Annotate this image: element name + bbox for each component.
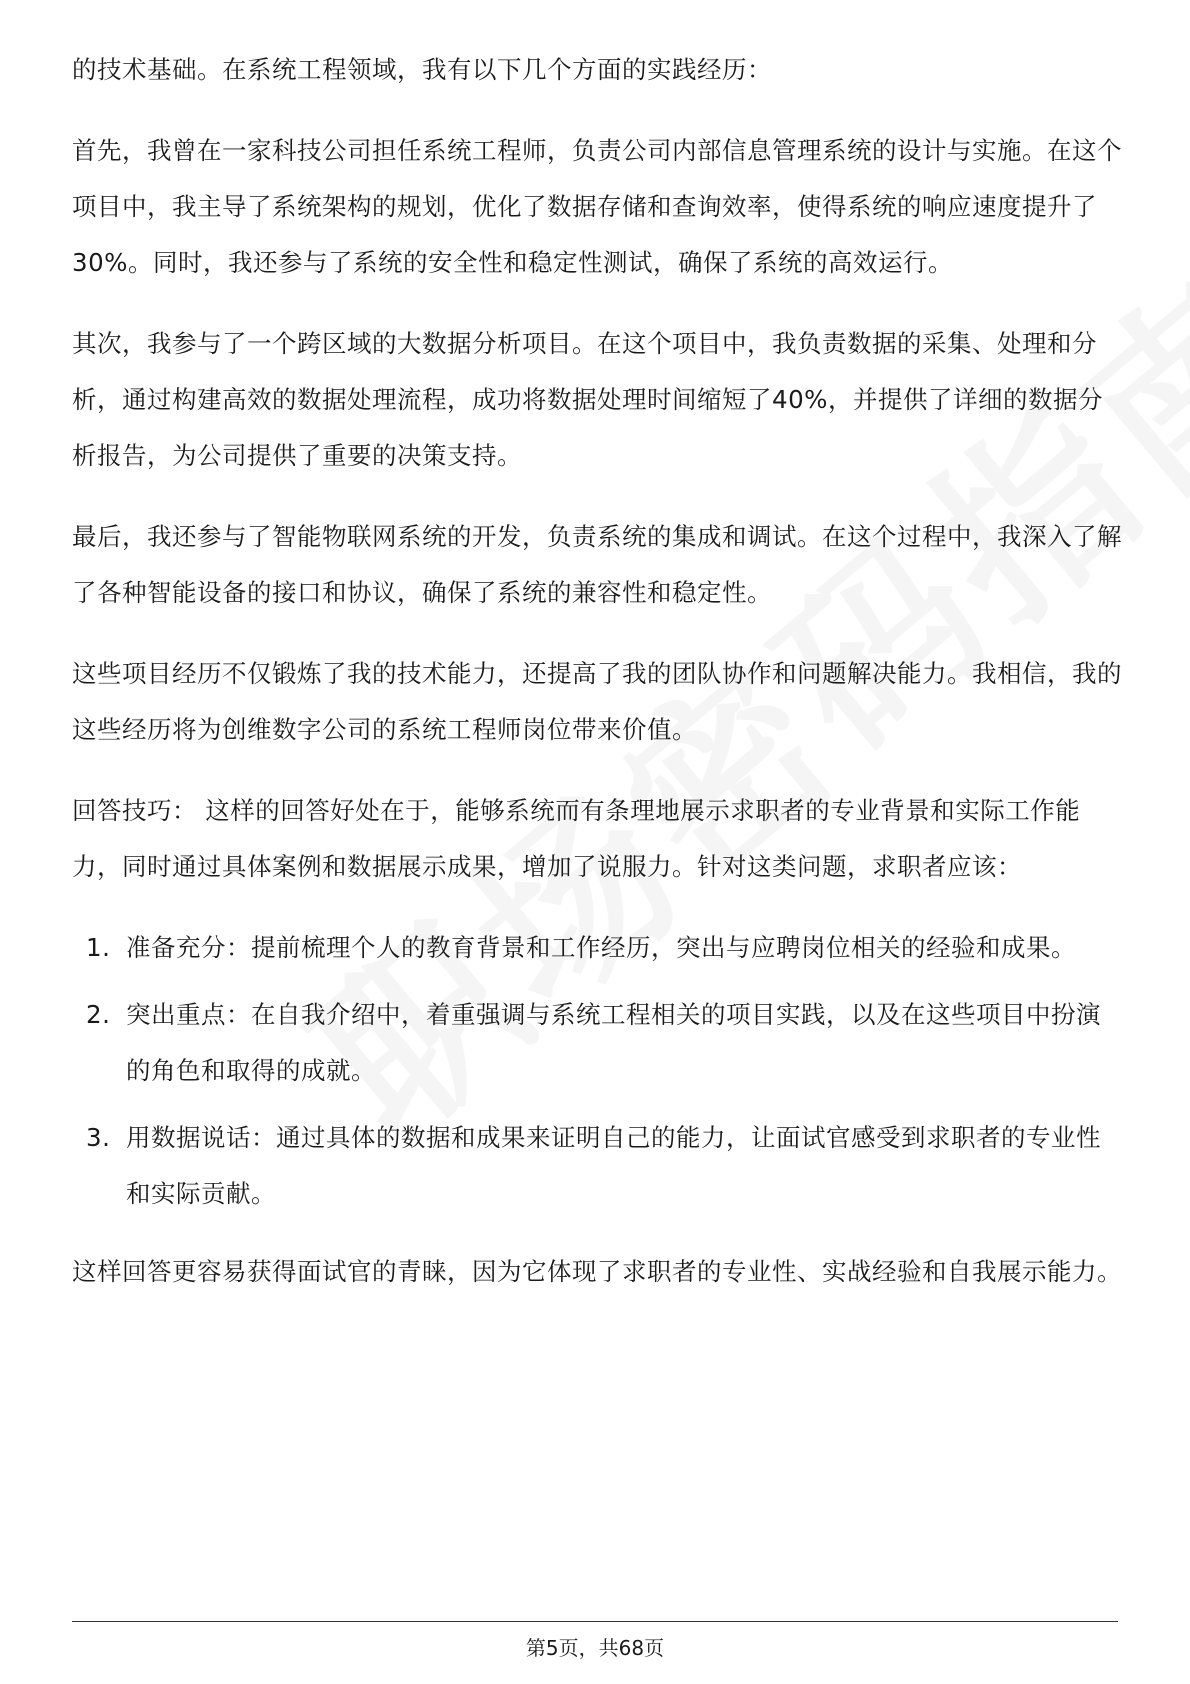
page-number: 第5页，共68页: [525, 1636, 665, 1660]
list-item-text: 准备充分：提前梳理个人的教育背景和工作经历，突出与应聘岗位相关的经验和成果。: [126, 933, 1076, 962]
list-item-text: 突出重点：在自我介绍中，着重强调与系统工程相关的项目实践，以及在这些项目中扮演的角色和取得的成就。: [126, 1000, 1101, 1085]
list-item: [72, 987, 1122, 1099]
page-content: [72, 42, 1122, 1325]
list-item-number: 2.: [86, 1000, 111, 1029]
paragraph-third-experience: 最后，我还参与了智能物联网系统的开发，负责系统的集成和调试。在这个过程中，我深入了解了各种智能设备的接口和协议，确保了系统的兼容性和稳定性。: [72, 522, 1122, 607]
list-item-number: 1.: [86, 933, 111, 962]
paragraph-second-experience: 其次，我参与了一个跨区域的大数据分析项目。在这个项目中，我负责数据的采集、处理和分析，通过构建高效的数据处理流程，成功将数据处理时间缩短了40%，并提供了详细的数据分析报告，为公司提供了重要的决策支持。: [72, 329, 1103, 470]
footer-divider: [72, 1621, 1118, 1622]
list-item-number: 3.: [86, 1123, 111, 1152]
paragraph-summary: 这些项目经历不仅锻炼了我的技术能力，还提高了我的团队协作和问题解决能力。我相信，我的这些经历将为创维数字公司的系统工程师岗位带来价值。: [72, 659, 1122, 744]
list-item: [72, 920, 1122, 976]
paragraph-intro: 的技术基础。在系统工程领域，我有以下几个方面的实践经历：: [72, 55, 772, 84]
list-item: [72, 1110, 1122, 1222]
list-item-text: 用数据说话：通过具体的数据和成果来证明自己的能力，让面试官感受到求职者的专业性和实际贡献。: [126, 1123, 1101, 1208]
tips-list: [72, 920, 1122, 1222]
paragraph-conclusion: 这样回答更容易获得面试官的青睐，因为它体现了求职者的专业性、实战经验和自我展示能力。: [72, 1257, 1122, 1286]
paragraph-first-experience: 首先，我曾在一家科技公司担任系统工程师，负责公司内部信息管理系统的设计与实施。在这个项目中，我主导了系统架构的规划，优化了数据存储和查询效率，使得系统的响应速度提升了30%。同时，我还参与了系统的安全性和稳定性测试，确保了系统的高效运行。: [72, 136, 1122, 277]
paragraph-answer-tips: 回答技巧： 这样的回答好处在于，能够系统而有条理地展示求职者的专业背景和实际工作能力，同时通过具体案例和数据展示成果，增加了说服力。针对这类问题，求职者应该：: [72, 796, 1081, 881]
